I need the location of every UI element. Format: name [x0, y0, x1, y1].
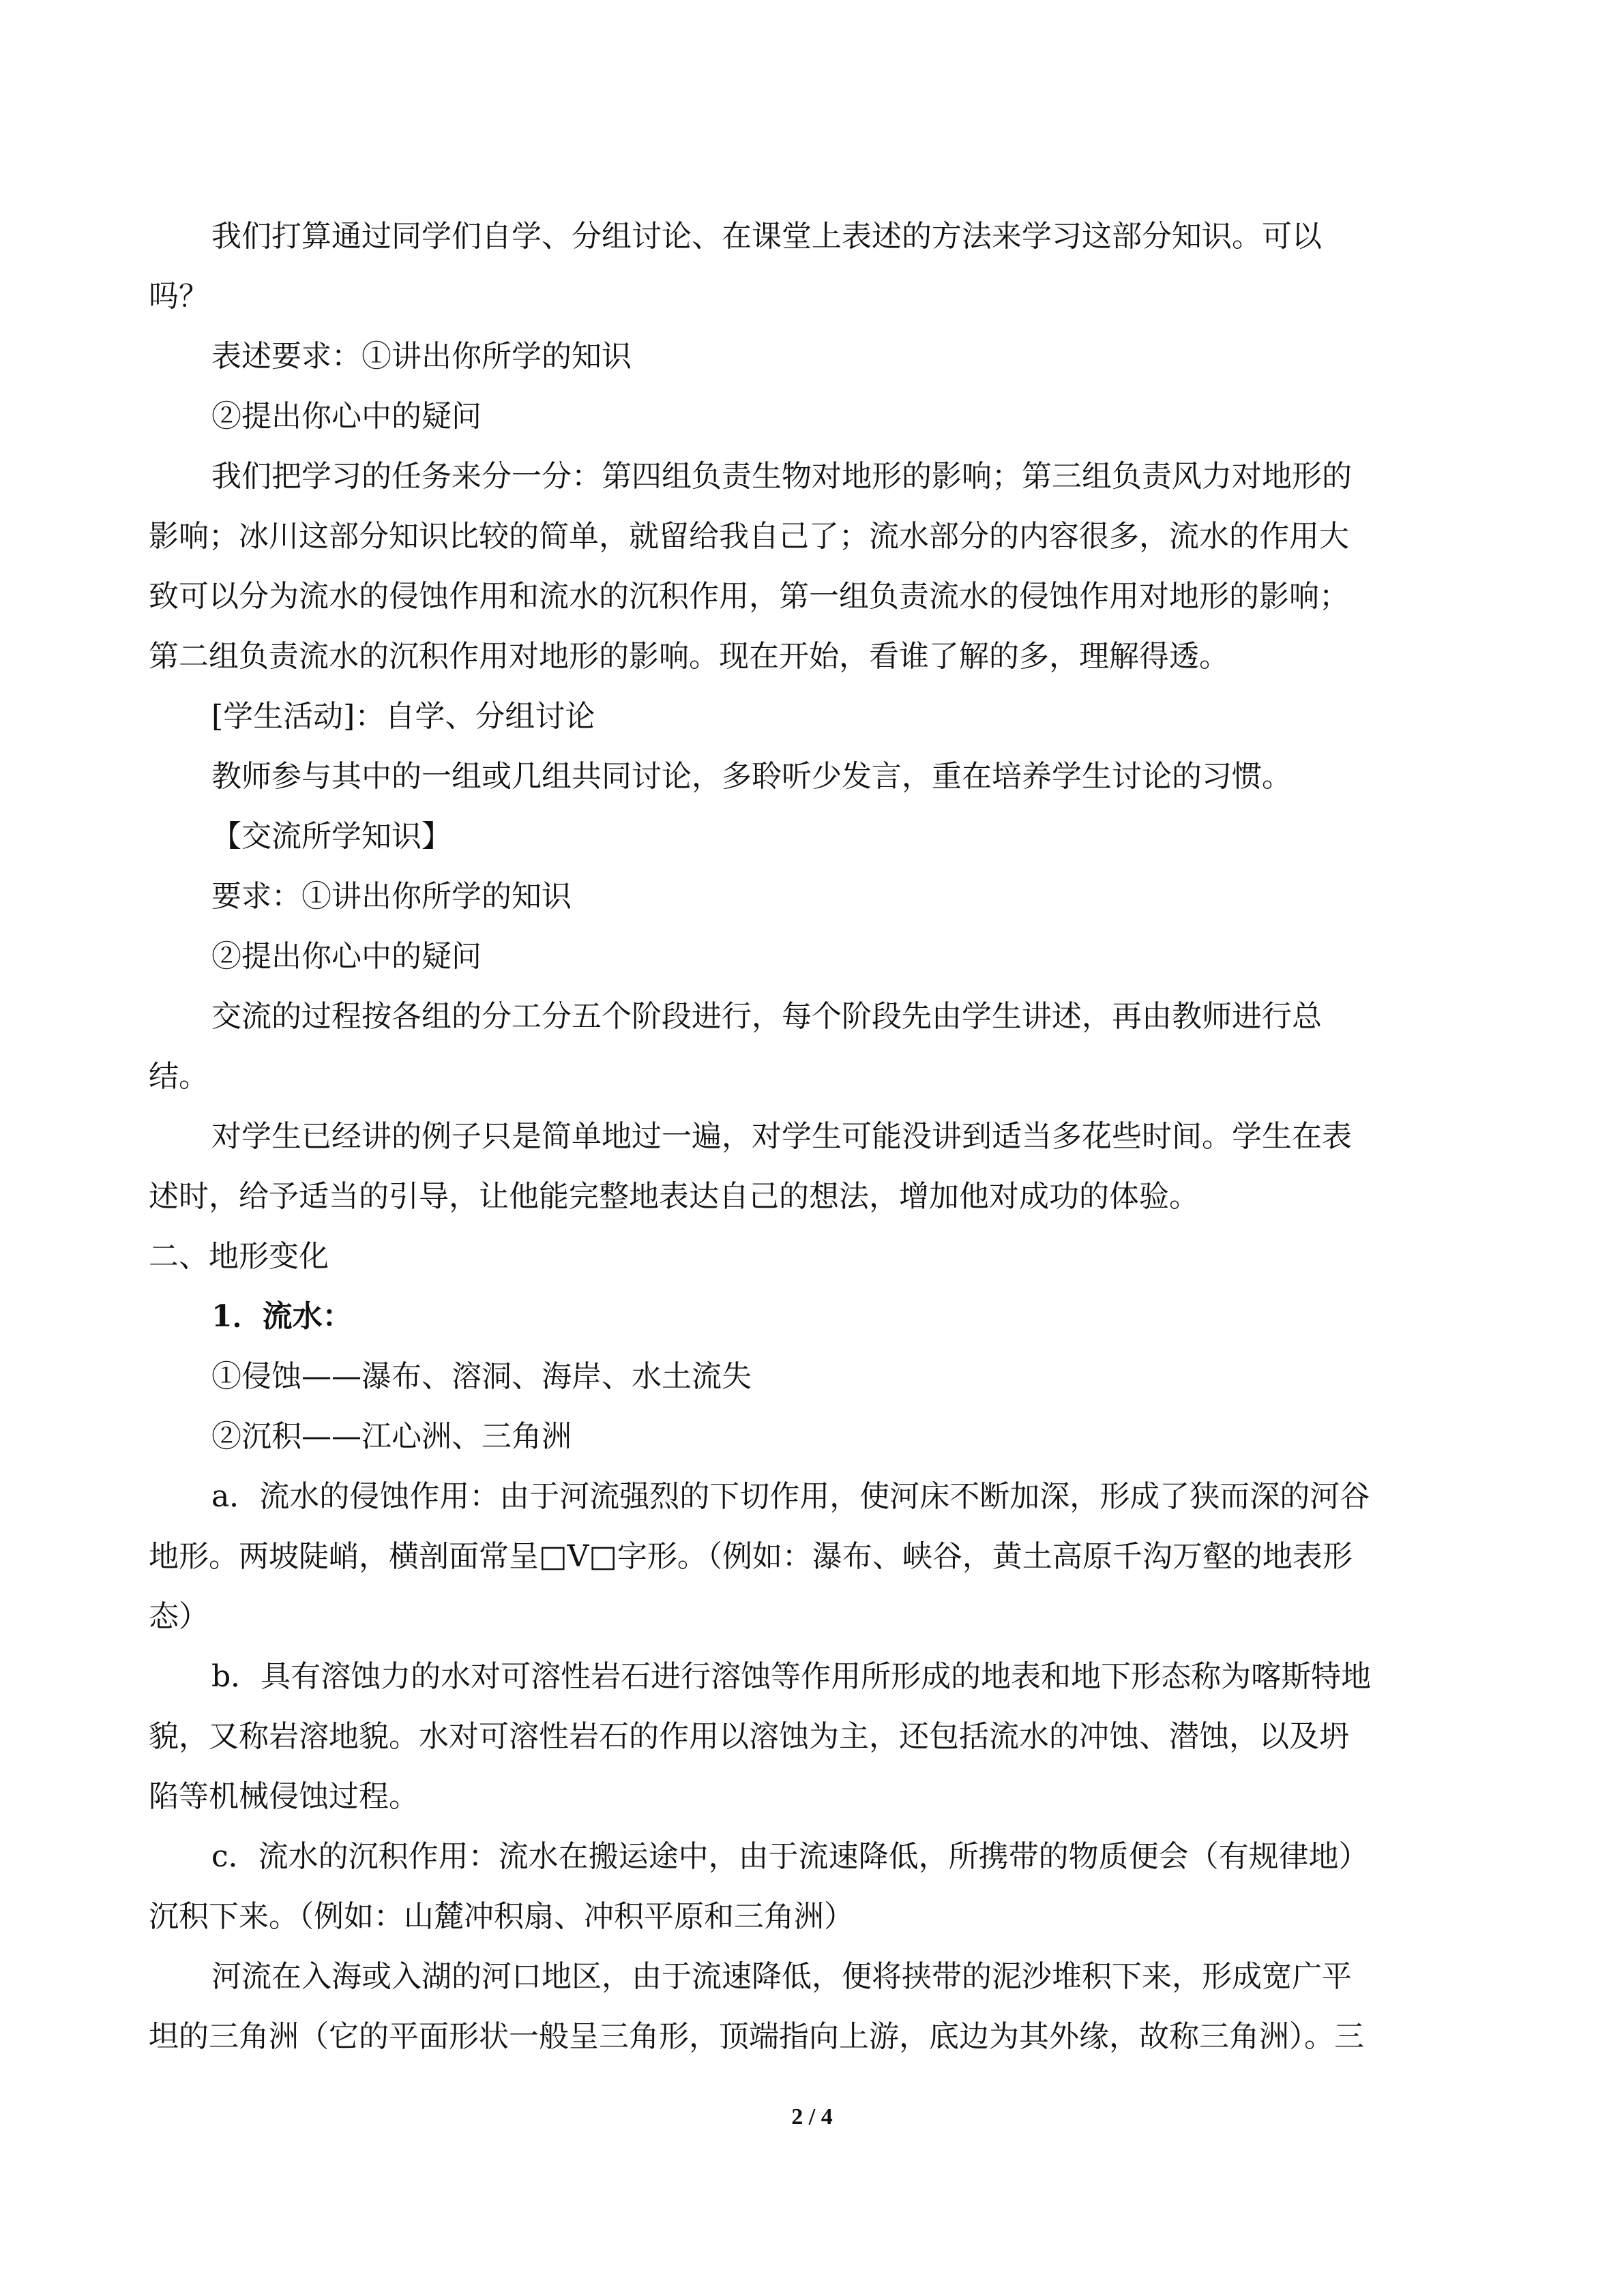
paragraph-line: 述时，给予适当的引导，让他能完整地表达自己的想法，增加他对成功的体验。: [149, 1179, 1199, 1214]
paragraph-line: 【交流所学知识】: [211, 819, 452, 854]
paragraph-line: 态）: [149, 1599, 209, 1634]
paragraph-line: [学生活动]：自学、分组讨论: [211, 699, 595, 734]
paragraph-line: ②提出你心中的疑问: [211, 939, 482, 974]
paragraph-line: 致可以分为流水的侵蚀作用和流水的沉积作用，第一组负责流水的侵蚀作用对地形的影响；: [149, 579, 1349, 614]
paragraph-line: 教师参与其中的一组或几组共同讨论，多聆听少发言，重在培养学生讨论的习惯。: [211, 759, 1292, 794]
paragraph-line: 陷等机械侵蚀过程。: [149, 1779, 419, 1814]
paragraph-line: 影响；冰川这部分知识比较的简单，就留给我自己了；流水部分的内容很多，流水的作用大: [149, 519, 1349, 554]
page-number: 2 / 4: [791, 2104, 833, 2130]
paragraph-line: 河流在入海或入湖的河口地区，由于流速降低，便将挟带的泥沙堆积下来，形成宽广平: [211, 1959, 1352, 1994]
paragraph-line: 第二组负责流水的沉积作用对地形的影响。现在开始，看谁了解的多，理解得透。: [149, 639, 1229, 674]
paragraph-line: 地形。两坡陡峭，横剖面常呈□V□字形。（例如：瀑布、峡谷，黄土高原千沟万壑的地表形: [149, 1539, 1353, 1574]
paragraph-line: 我们打算通过同学们自学、分组讨论、在课堂上表述的方法来学习这部分知识。可以: [211, 219, 1322, 254]
paragraph-line: c．流水的沉积作用：流水在搬运途中，由于流速降低，所携带的物质便会（有规律地）: [211, 1839, 1369, 1874]
paragraph-line: ②沉积——江心洲、三角洲: [211, 1419, 572, 1454]
paragraph-line: 沉积下来。（例如：山麓冲积扇、冲积平原和三角洲）: [149, 1899, 854, 1934]
paragraph-line: 对学生已经讲的例子只是简单地过一遍，对学生可能没讲到适当多花些时间。学生在表: [211, 1119, 1352, 1154]
paragraph-line: 结。: [149, 1059, 209, 1094]
subsection-heading: 1．流水：: [211, 1299, 353, 1334]
paragraph-line: ①侵蚀——瀑布、溶洞、海岸、水土流失: [211, 1359, 752, 1394]
paragraph-line: 表述要求：①讲出你所学的知识: [211, 339, 632, 374]
paragraph-line: 坦的三角洲（它的平面形状一般呈三角形，顶端指向上游，底边为其外缘，故称三角洲）。三: [149, 2019, 1364, 2054]
paragraph-line: 交流的过程按各组的分工分五个阶段进行，每个阶段先由学生讲述，再由教师进行总: [211, 999, 1322, 1034]
paragraph-line: a．流水的侵蚀作用：由于河流强烈的下切作用，使河床不断加深，形成了狭而深的河谷: [211, 1479, 1370, 1514]
section-heading: 二、地形变化: [149, 1239, 329, 1274]
paragraph-line: ②提出你心中的疑问: [211, 399, 482, 434]
paragraph-line: 我们把学习的任务来分一分：第四组负责生物对地形的影响；第三组负责风力对地形的: [211, 459, 1352, 494]
paragraph-line: 貌，又称岩溶地貌。水对可溶性岩石的作用以溶蚀为主，还包括流水的冲蚀、潜蚀，以及坍: [149, 1719, 1349, 1754]
paragraph-line: 要求：①讲出你所学的知识: [211, 879, 572, 914]
paragraph-line: b．具有溶蚀力的水对可溶性岩石进行溶蚀等作用所形成的地表和地下形态称为喀斯特地: [211, 1659, 1372, 1694]
paragraph-line: 吗？: [149, 279, 209, 314]
